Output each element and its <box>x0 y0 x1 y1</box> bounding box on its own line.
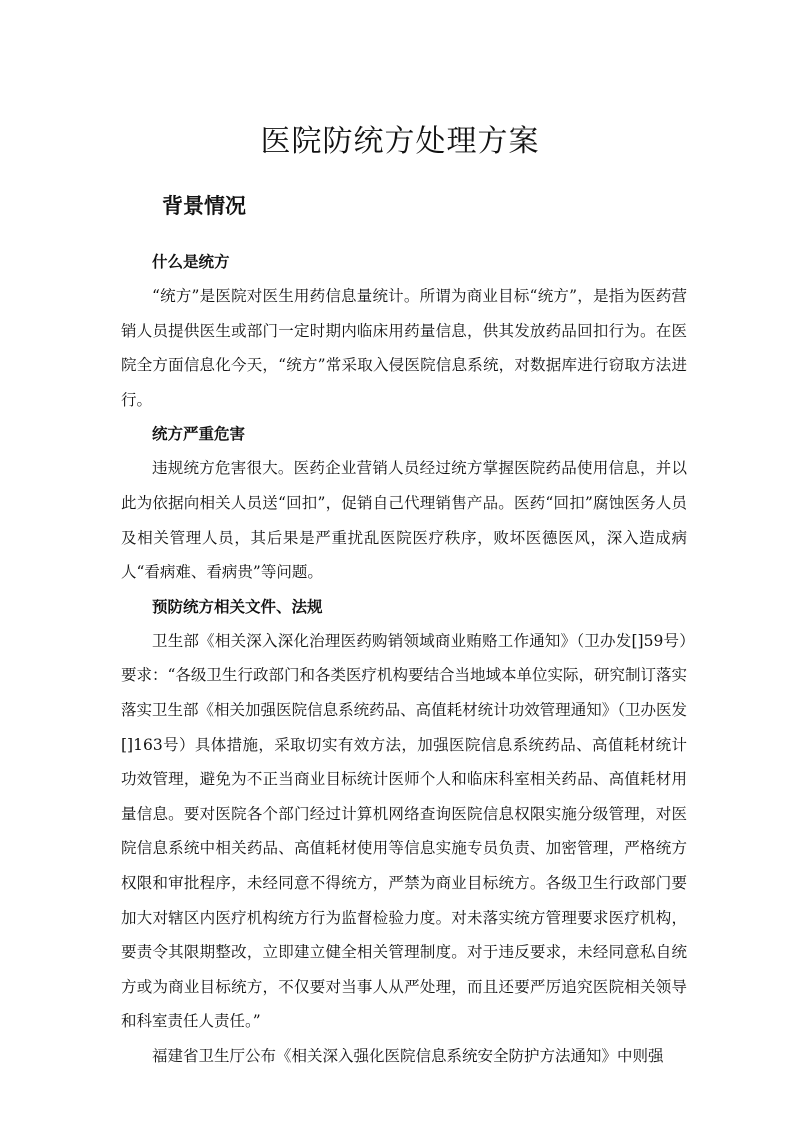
section-heading-background: 背景情况 <box>162 193 246 218</box>
subheading-serious-harm: 统方严重危害 <box>152 425 246 444</box>
document-body <box>121 245 687 1073</box>
paragraph-harm: 违规统方危害很大。医药企业营销人员经过统方掌握医院药品使用信息，并以此为依据向相关人员送“回扣”，促销自己代理销售产品。医药“回扣”腐蚀医务人员及相关管理人员，其后果是严重扰乱医院医疗秩序，败坏医德医风，深入造成病人“看病难、看病贵”等问题。 <box>121 459 687 582</box>
paragraph-fujian-notice: 福建省卫生厅公布《相关深入强化医院信息系统安全防护方法通知》中则强 <box>152 1046 664 1065</box>
paragraph-ministry-requirements: 卫生部《相关深入深化治理医药购销领域商业贿赂工作通知》（卫办发[]59号）要求：“各级卫生行政部门和各类医疗机构要结合当地域本单位实际，研究制订落实落实卫生部《相关加强医院信息系统药品、高值耗材统计功效管理通知》（卫办医发[]163号）具体措施，采取切实有效方法，加强医院信息系统药品、高值耗材统计功效管理，避免为不正当商业目标统计医师个人和临床科室相关药品、高值耗材用量信息。要对医院各个部门经过计算机网络查询医院信息权限实施分级管理，对医院信息系统中相关药品、高值耗材使用等信息实施专员负责、加密管理，严格统方权限和审批程序，未经同意不得统方，严禁为商业目标统方。各级卫生行政部门要加大对辖区内医疗机构统方行为监督检验力度。对未落实统方管理要求医疗机构，要责令其限期整改，立即建立健全相关管理制度。对于违反要求，未经同意私自统方或为商业目标统方，不仅要对当事人从严处理，而且还要严厉追究医院相关领导和科室责任人责任。” <box>121 631 687 1031</box>
subheading-regulations: 预防统方相关文件、法规 <box>152 597 323 616</box>
paragraph-definition: “统方”是医院对医生用药信息量统计。所谓为商业目标“统方”，是指为医药营销人员提供医生或部门一定时期内临床用药量信息，供其发放药品回扣行为。在医院全方面信息化今天，“统方”常采取入侵医院信息系统，对数据库进行窃取方法进行。 <box>121 287 687 409</box>
document-title: 医院防统方处理方案 <box>260 124 540 159</box>
subheading-what-is-tongfang: 什么是统方 <box>152 253 230 271</box>
